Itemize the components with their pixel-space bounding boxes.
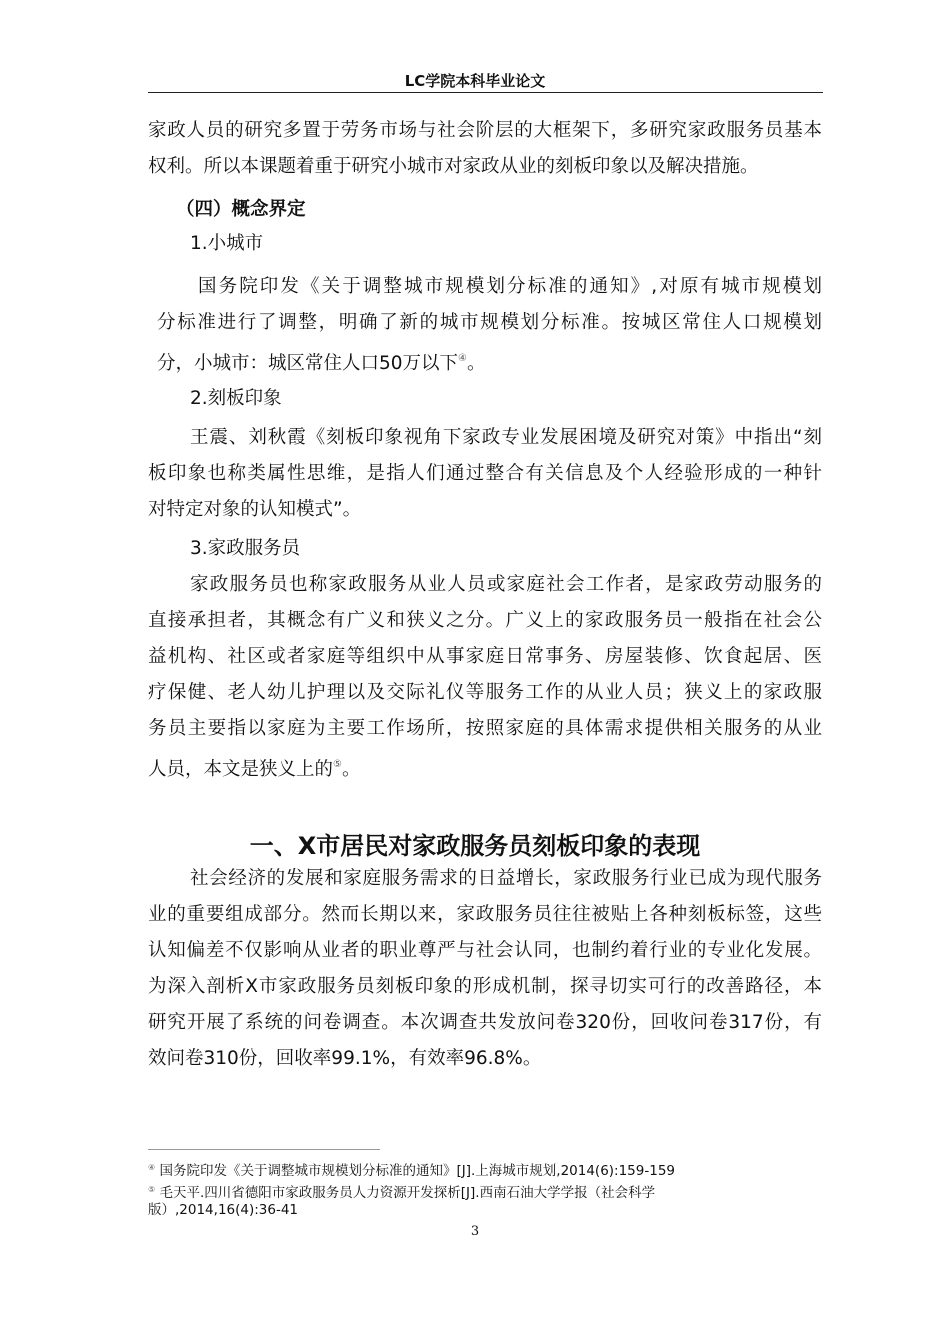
item-title: 1.小城市: [190, 233, 264, 254]
paragraph-line: 直接承担者，其概念有广义和狭义之分。广义上的家政服务员一般指在社会公: [148, 610, 822, 631]
paragraph-line: 权利。所以本课题着重于研究小城市对家政从业的刻板印象以及解决措施。: [148, 156, 759, 177]
footnote-mark: ④: [148, 1163, 156, 1172]
item-title: 3.家政服务员: [190, 538, 301, 559]
paragraph-line: [157, 347, 486, 376]
paragraph-line: 务员主要指以家庭为主要工作场所，按照家庭的具体需求提供相关服务的从业: [148, 718, 822, 739]
footnote-ref[interactable]: ④: [458, 353, 468, 364]
footnote-ref[interactable]: ⑤: [333, 759, 342, 770]
footnote-continuation: 版）,2014,16(4):36-41: [148, 1202, 299, 1218]
paragraph-line: 社会经济的发展和家庭服务需求的日益增长，家政服务行业已成为现代服务: [190, 868, 822, 889]
page-header: LC学院本科毕业论文: [404, 72, 546, 90]
line-end: 。: [467, 353, 486, 374]
line-text: 人员，本文是狭义上的: [148, 759, 334, 780]
paragraph-line: 效问卷310份，回收率99.1%，有效率96.8%。: [148, 1048, 542, 1069]
paragraph-line: [148, 753, 361, 782]
paragraph-line: 认知偏差不仅影响从业者的职业尊严与社会认同，也制约着行业的专业化发展。: [148, 940, 822, 961]
paragraph-line: 国务院印发《关于调整城市规模划分标准的通知》,对原有城市规模划: [198, 276, 822, 297]
page-number: 3: [470, 1224, 480, 1239]
line-text: 分，小城市：城区常住人口50万以下: [157, 353, 459, 374]
footnote: [148, 1181, 655, 1202]
paragraph-line: 对特定对象的认知模式”。: [148, 499, 362, 520]
header-rule: [148, 92, 823, 93]
footnote-separator: [148, 1149, 380, 1150]
footnote-text: 毛天平.四川省德阳市家政服务员人力资源开发探析[J].西南石油大学学报（社会科学: [159, 1185, 656, 1201]
paragraph-line: 研究开展了系统的问卷调查。本次调查共发放问卷320份，回收问卷317份，有: [148, 1012, 822, 1033]
paragraph-line: 益机构、社区或者家庭等组织中从事家庭日常事务、房屋装修、饮食起居、医: [148, 646, 822, 667]
item-title: 2.刻板印象: [190, 388, 282, 409]
paragraph-line: 王震、刘秋霞《刻板印象视角下家政专业发展困境及研究对策》中指出“刻: [190, 427, 822, 448]
section-title: 一、X市居民对家政服务员刻板印象的表现: [249, 832, 701, 860]
footnote: [148, 1159, 675, 1180]
paragraph-line: 家政服务员也称家政服务从业人员或家庭社会工作者，是家政劳动服务的: [190, 574, 822, 595]
paragraph-line: 家政人员的研究多置于劳务市场与社会阶层的大框架下，多研究家政服务员基本: [148, 120, 822, 141]
paragraph-line: 板印象也称类属性思维，是指人们通过整合有关信息及个人经验形成的一种针: [148, 463, 822, 484]
footnote-text: 国务院印发《关于调整城市规模划分标准的通知》[J].上海城市规划,2014(6):159-159: [159, 1163, 675, 1179]
paragraph-line: 业的重要组成部分。然而长期以来，家政服务员往往被贴上各种刻板标签，这些: [148, 904, 822, 925]
paragraph-line: 疗保健、老人幼儿护理以及交际礼仪等服务工作的从业人员；狭义上的家政服: [148, 682, 822, 703]
line-end: 。: [341, 759, 361, 780]
footnote-mark: ⑤: [148, 1185, 156, 1194]
paragraph-line: 为深入剖析X市家政服务员刻板印象的形成机制，探寻切实可行的改善路径，本: [148, 976, 822, 997]
paragraph-line: 分标准进行了调整，明确了新的城市规模划分标准。按城区常住人口规模划: [157, 312, 822, 333]
subheading: （四）概念界定: [176, 199, 306, 220]
